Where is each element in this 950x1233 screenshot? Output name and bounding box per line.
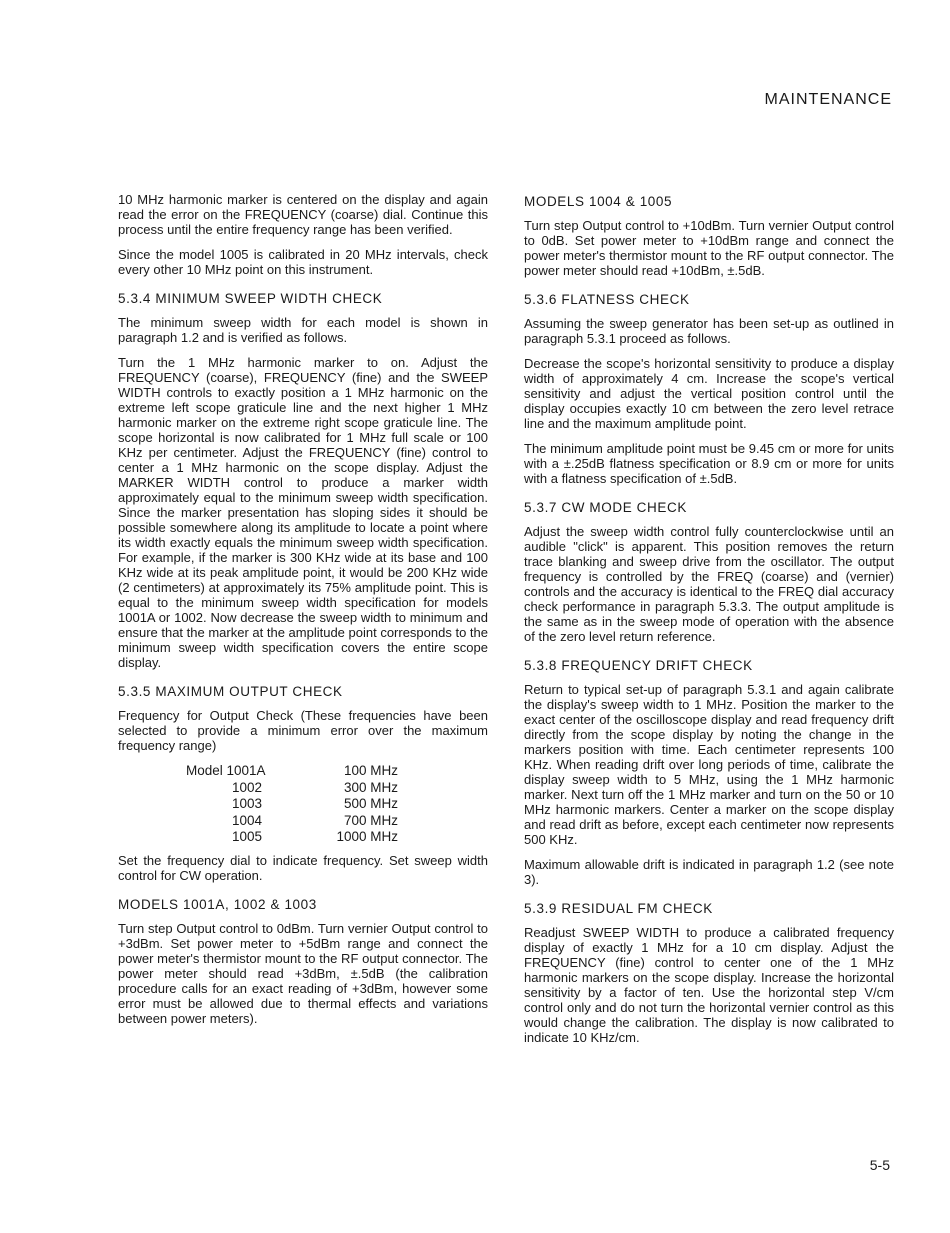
- paragraph: Frequency for Output Check (These frequencies have been selected to provide a minimum error over the maximum frequency range): [118, 708, 488, 753]
- table-row: [186, 780, 398, 797]
- model-cell: 1004: [232, 812, 263, 828]
- section-heading-5-3-9: 5.3.9 RESIDUAL FM CHECK: [524, 901, 713, 916]
- model-cell: 1005: [232, 829, 263, 844]
- table-row: [186, 813, 398, 830]
- section-heading-5-3-6: 5.3.6 FLATNESS CHECK: [524, 292, 690, 307]
- table-row: [186, 829, 398, 846]
- section-heading-5-3-5: 5.3.5 MAXIMUM OUTPUT CHECK: [118, 684, 343, 699]
- section-heading-5-3-8: 5.3.8 FREQUENCY DRIFT CHECK: [524, 658, 753, 673]
- running-header: MAINTENANCE: [764, 91, 892, 108]
- paragraph: Maximum allowable drift is indicated in paragraph 1.2 (see note 3).: [524, 857, 894, 887]
- left-column: [118, 192, 488, 1036]
- paragraph: Readjust SWEEP WIDTH to produce a calibrated frequency display of exactly 1 MHz for a 10 cm display. Adjust the FREQUENCY (fine) control to center one of the 1 MHz harmonic markers on the scope display. Increase the horizontal sensitivity by a factor of ten. Use the horizontal step V/cm control only and do not turn the horizontal vernier control as this would change the calibration. The display is now calibrated to indicate 10 KHz/cm.: [524, 925, 894, 1045]
- frequency-cell: 1000 MHz: [336, 829, 398, 844]
- paragraph: Assuming the sweep generator has been set-up as outlined in paragraph 5.3.1 proceed as follows.: [524, 316, 894, 346]
- frequency-cell: 500 MHz: [343, 796, 398, 811]
- section-heading-5-3-7: 5.3.7 CW MODE CHECK: [524, 500, 687, 515]
- model-cell: 1003: [232, 796, 263, 811]
- paragraph: The minimum amplitude point must be 9.45 cm or more for units with a ±.25dB flatness specification or 8.9 cm or more for units with a flatness specification of ±.5dB.: [524, 441, 894, 486]
- paragraph: Turn step Output control to +10dBm. Turn vernier Output control to 0dB. Set power meter to +10dBm range and connect the power meter's thermistor mount to the RF output connector. The power meter should read +10dBm, ±.5dB.: [524, 218, 894, 278]
- paragraph: Since the model 1005 is calibrated in 20 MHz intervals, check every other 10 MHz point on this instrument.: [118, 247, 488, 277]
- right-column: [524, 192, 894, 1055]
- frequency-cell: 700 MHz: [343, 812, 398, 828]
- paragraph: Turn the 1 MHz harmonic marker to on. Adjust the FREQUENCY (coarse), FREQUENCY (fine) and the SWEEP WIDTH controls to exactly position a 1 MHz harmonic on the extreme left scope graticule line and the next higher 1 MHz harmonic marker on the extreme right scope graticule line. The scope horizontal is now calibrated for 1 MHz full scale or 100 KHz per centimeter. Adjust the FREQUENCY (fine) control to center a 1 MHz harmonic on the scope display. Adjust the MARKER WIDTH control to produce a marker width approximately equal to the minimum sweep width specification. Since the marker presentation has sloping sides it should be possible somewhere along its amplitude to locate a point where its width exactly equals the minimum sweep width specification. For example, if the marker is 300 KHz wide at its base and 100 KHz wide at its peak amplitude point, it would be 200 KHz wide (2 centimeters) at approximately its 75% amplitude point. This is equal to the minimum sweep width specification for models 1001A or 1002. Now decrease the sweep width to minimum and ensure that the marker at the amplitude point corresponds to the minimum sweep width specification covers the entire scope display.: [118, 355, 488, 670]
- paragraph: Adjust the sweep width control fully counterclockwise until an audible "click" is apparent. This position removes the return trace blanking and sweep drive from the oscillator. The output frequency is controlled by the FREQ (coarse) and (vernier) controls and the accuracy is identical to the FREQ dial accuracy check performance in paragraph 5.3.3. The output amplitude is the same as in the sweep mode of operation with the absence of the zero level return reference.: [524, 524, 894, 644]
- paragraph: Decrease the scope's horizontal sensitivity to produce a display width of approximately 4 cm. Increase the scope's vertical sensitivity and adjust the vertical position control until the display occupies exactly 10 cm between the zero level retrace line and the maximum amplitude point.: [524, 356, 894, 431]
- model-cell: Model 1001A: [186, 763, 266, 778]
- paragraph: Return to typical set-up of paragraph 5.3.1 and again calibrate the display's sweep width to 1 MHz. Position the marker to the exact center of the oscilloscope display and read frequency drift directly from the scope display by noting the change in the markers position with time. Each centimeter represents 100 KHz. When reading drift over long periods of time, calibrate the display sweep width to 5 MHz, using the 1 MHz harmonic marker. Next turn off the 1 MHz marker and turn on the 50 or 10 MHz harmonic markers. Center a marker on the scope display and read drift as before, except each centimeter now represents 500 KHz.: [524, 682, 894, 847]
- section-heading-5-3-4: 5.3.4 MINIMUM SWEEP WIDTH CHECK: [118, 291, 383, 306]
- model-cell: 1002: [232, 779, 263, 795]
- table-row: [186, 763, 398, 780]
- paragraph: Set the frequency dial to indicate frequency. Set sweep width control for CW operation.: [118, 852, 488, 883]
- section-heading-models-1004-1005: MODELS 1004 & 1005: [524, 194, 673, 209]
- frequency-cell: 100 MHz: [343, 763, 398, 778]
- frequency-table: [186, 763, 398, 846]
- frequency-cell: 300 MHz: [343, 779, 398, 795]
- paragraph: Turn step Output control to 0dBm. Turn vernier Output control to +3dBm. Set power meter to +5dBm range and connect the power meter's thermistor mount to the RF output connector. The power meter should read +3dBm, ±.5dB (the calibration procedure calls for an exact reading of +3dBm, however some error must be allowed due to thermal effects and variations between power meters).: [118, 920, 488, 1026]
- paragraph: 10 MHz harmonic marker is centered on the display and again read the error on the FREQUENCY (coarse) dial. Continue this process until the entire frequency range has been verified.: [118, 192, 488, 237]
- page-number: 5-5: [869, 1157, 890, 1173]
- section-heading-models-1001a-1002-1003: MODELS 1001A, 1002 & 1003: [118, 896, 317, 912]
- paragraph: The minimum sweep width for each model is shown in paragraph 1.2 and is verified as follows.: [118, 315, 488, 345]
- table-row: [186, 796, 398, 813]
